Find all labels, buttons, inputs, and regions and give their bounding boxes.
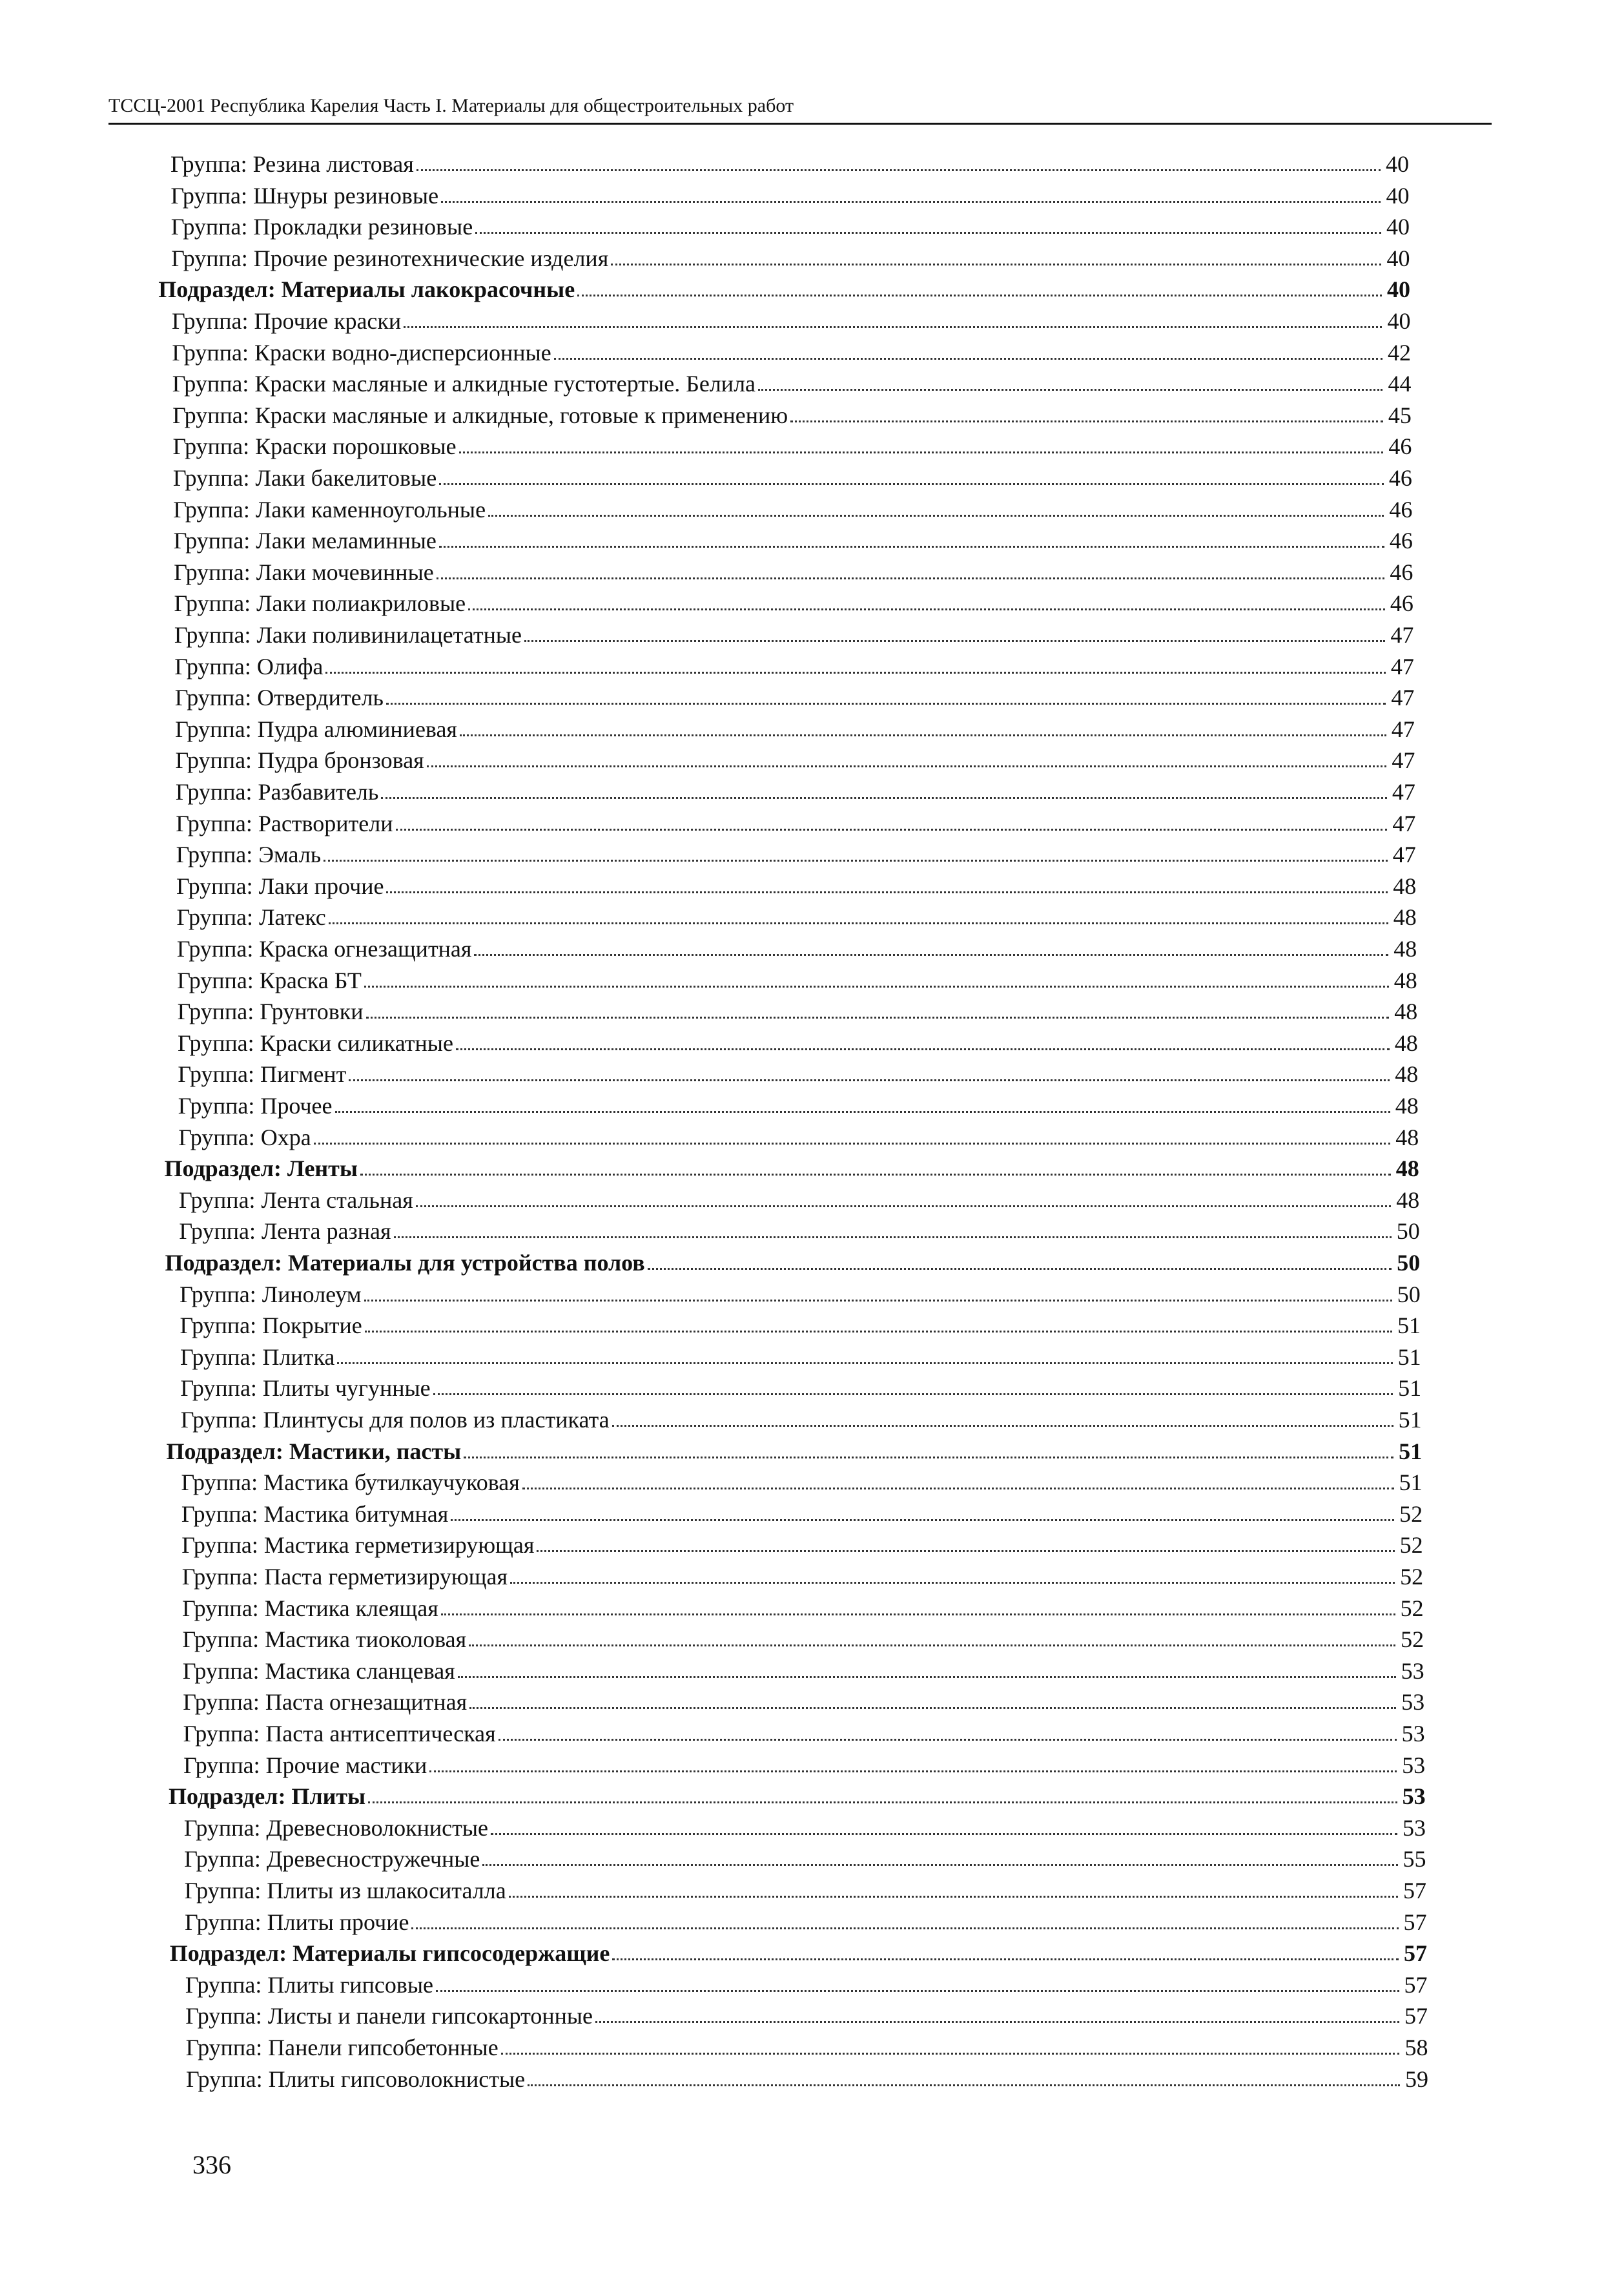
- toc-entry-label: Группа: Плиты чугунные: [180, 1375, 431, 1402]
- dot-leader: [314, 1143, 1390, 1145]
- toc-entry-label: Группа: Лаки поливинилацетатные: [174, 622, 522, 648]
- toc-section-row: [169, 1781, 1426, 1812]
- toc-entry-label: Группа: Резина листовая: [170, 151, 414, 177]
- toc-entry-page: 40: [1386, 214, 1410, 240]
- toc-entry-page: 40: [1387, 308, 1411, 334]
- toc-group-row: [181, 1530, 1423, 1561]
- dot-leader: [475, 232, 1381, 234]
- dot-leader: [790, 420, 1383, 422]
- toc-entry-page: 48: [1395, 1061, 1419, 1088]
- dot-leader: [381, 797, 1386, 799]
- running-header: ТССЦ-2001 Республика Карелия Часть I. Материалы для общестроительных работ: [108, 95, 794, 116]
- toc-entry-page: 50: [1396, 1218, 1420, 1245]
- toc-entry-page: 57: [1404, 2003, 1428, 2029]
- toc-entry-page: 46: [1389, 496, 1413, 523]
- dot-leader: [595, 2021, 1399, 2023]
- toc-group-row: [184, 1812, 1426, 1843]
- toc-entry-page: 53: [1401, 1657, 1424, 1684]
- toc-entry-page: 47: [1390, 653, 1414, 679]
- dot-leader: [325, 672, 1385, 674]
- dot-leader: [491, 1833, 1397, 1835]
- toc-entry-page: 50: [1397, 1281, 1421, 1307]
- toc-entry-label: Группа: Краски порошковые: [172, 433, 457, 460]
- toc-group-row: [183, 1718, 1425, 1749]
- toc-entry-page: 48: [1393, 967, 1417, 993]
- toc-group-row: [178, 1090, 1419, 1121]
- toc-group-row: [180, 1342, 1421, 1373]
- toc-entry-page: 51: [1398, 1407, 1422, 1433]
- toc-entry-label: Группа: Покрытие: [180, 1312, 362, 1339]
- toc-group-row: [183, 1686, 1424, 1717]
- dot-leader: [433, 1393, 1393, 1395]
- toc-group-row: [176, 776, 1415, 807]
- toc-entry-label: Подраздел: Материалы для устройства полов: [165, 1250, 645, 1276]
- toc-entry-label: Группа: Олифа: [174, 653, 324, 679]
- toc-entry-page: 48: [1395, 1156, 1419, 1182]
- dot-leader: [439, 546, 1384, 548]
- toc-entry-page: 59: [1405, 2066, 1428, 2092]
- dot-leader: [577, 295, 1382, 296]
- toc-entry-label: Группа: Плиты прочие: [185, 1909, 409, 1935]
- toc-group-row: [180, 1373, 1421, 1404]
- toc-entry-page: 46: [1390, 559, 1413, 585]
- toc-entry-label: Подраздел: Ленты: [164, 1156, 358, 1182]
- toc-group-row: [182, 1593, 1424, 1624]
- dot-leader: [469, 1644, 1395, 1646]
- toc-group-row: [179, 1185, 1419, 1216]
- toc-group-row: [179, 1216, 1419, 1247]
- toc-entry-page: 57: [1404, 1971, 1428, 1998]
- toc-group-row: [181, 1404, 1422, 1435]
- dot-leader: [441, 1613, 1395, 1615]
- toc-entry-label: Группа: Линолеум: [180, 1281, 362, 1307]
- dot-leader: [469, 1707, 1396, 1709]
- toc-group-row: [173, 462, 1412, 493]
- toc-entry-page: 57: [1404, 1940, 1428, 1967]
- dot-leader: [394, 1236, 1392, 1238]
- toc-group-row: [176, 839, 1416, 870]
- toc-entry-label: Группа: Краски масляные и алкидные густотертые. Белила: [172, 371, 756, 397]
- toc-entry-label: Группа: Пудра бронзовая: [175, 747, 424, 774]
- toc-group-row: [180, 1279, 1421, 1310]
- toc-entry-label: Группа: Грунтовки: [177, 999, 364, 1025]
- dot-leader: [451, 1519, 1394, 1521]
- toc-entry-label: Группа: Мастика сланцевая: [182, 1657, 455, 1684]
- toc-entry-label: Группа: Плитка: [180, 1343, 335, 1370]
- toc-group-row: [170, 149, 1409, 180]
- toc-entry-page: 46: [1388, 433, 1412, 460]
- dot-leader: [458, 1676, 1396, 1678]
- toc-entry-page: 52: [1399, 1532, 1423, 1559]
- toc-group-row: [174, 619, 1413, 650]
- toc-group-row: [177, 965, 1417, 996]
- dot-leader: [441, 201, 1381, 203]
- toc-entry-page: 47: [1392, 842, 1416, 868]
- toc-entry-label: Группа: Лаки мочевинные: [174, 559, 434, 585]
- toc-entry-label: Группа: Охра: [178, 1124, 311, 1150]
- toc-entry-label: Группа: Паста огнезащитная: [183, 1689, 468, 1716]
- toc-entry-label: Группа: Листы и панели гипсокартонные: [185, 2003, 593, 2029]
- toc-entry-page: 48: [1396, 1187, 1420, 1213]
- toc-entry-label: Группа: Шнуры резиновые: [170, 182, 439, 209]
- toc-group-row: [177, 933, 1417, 964]
- dot-leader: [364, 986, 1389, 988]
- toc-entry-label: Группа: Лента разная: [179, 1218, 391, 1245]
- toc-entry-page: 48: [1393, 936, 1417, 962]
- toc-entry-page: 47: [1391, 685, 1415, 711]
- toc-entry-page: 52: [1399, 1500, 1423, 1527]
- toc-group-row: [181, 1467, 1423, 1498]
- toc-entry-page: 48: [1395, 1093, 1419, 1119]
- toc-group-row: [176, 871, 1416, 902]
- toc-entry-label: Группа: Паста антисептическая: [183, 1721, 496, 1747]
- toc-entry-page: 57: [1403, 1878, 1427, 1903]
- toc-entry-page: 52: [1401, 1626, 1424, 1653]
- toc-group-row: [185, 1969, 1428, 2000]
- dot-leader: [482, 1864, 1397, 1866]
- toc-entry-page: 47: [1392, 747, 1415, 774]
- toc-entry-label: Группа: Мастика битумная: [181, 1500, 449, 1527]
- toc-entry-label: Группа: Разбавитель: [175, 779, 379, 805]
- toc-entry-page: 40: [1386, 151, 1409, 177]
- dot-leader: [554, 358, 1382, 360]
- toc-group-row: [183, 1655, 1424, 1686]
- toc-group-row: [174, 588, 1413, 619]
- dot-leader: [501, 2053, 1400, 2055]
- dot-leader: [437, 577, 1385, 579]
- toc-entry-page: 40: [1386, 245, 1410, 271]
- toc-entry-page: 55: [1403, 1846, 1426, 1872]
- dot-leader: [488, 515, 1384, 517]
- toc-entry-label: Группа: Краска БТ: [177, 967, 362, 993]
- toc-group-row: [185, 2000, 1428, 2031]
- toc-group-row: [184, 1843, 1426, 1874]
- toc-entry-label: Группа: Пигмент: [178, 1061, 347, 1088]
- toc-group-row: [174, 557, 1413, 588]
- toc-entry-page: 42: [1387, 339, 1411, 366]
- table-of-contents: [0, 149, 1624, 2092]
- toc-entry-label: Группа: Мастика клеящая: [182, 1595, 438, 1621]
- toc-entry-label: Группа: Лаки прочие: [176, 873, 384, 899]
- toc-entry-page: 51: [1399, 1469, 1423, 1496]
- toc-entry-label: Группа: Прочие резинотехнические изделия: [171, 245, 609, 271]
- toc-entry-label: Группа: Прокладки резиновые: [170, 214, 473, 240]
- toc-entry-label: Группа: Лаки бакелитовые: [172, 465, 437, 491]
- toc-section-row: [170, 1938, 1427, 1969]
- toc-entry-label: Подраздел: Материалы гипсосодержащие: [169, 1940, 610, 1967]
- dot-leader: [396, 829, 1388, 831]
- toc-entry-page: 51: [1398, 1375, 1422, 1402]
- toc-entry-page: 51: [1397, 1343, 1421, 1370]
- toc-entry-label: Группа: Отвердитель: [174, 685, 384, 711]
- toc-entry-label: Группа: Прочие краски: [171, 308, 402, 334]
- toc-group-row: [176, 808, 1415, 839]
- toc-entry-page: 40: [1386, 276, 1410, 303]
- toc-group-row: [172, 368, 1412, 399]
- toc-entry-page: 48: [1395, 1124, 1419, 1150]
- toc-entry-page: 47: [1392, 779, 1415, 805]
- dot-leader: [524, 640, 1385, 642]
- toc-group-row: [185, 1875, 1426, 1906]
- toc-entry-page: 46: [1390, 590, 1413, 617]
- toc-group-row: [174, 525, 1413, 556]
- toc-group-row: [178, 1122, 1419, 1153]
- toc-group-row: [182, 1561, 1423, 1592]
- toc-entry-label: Группа: Латекс: [176, 904, 326, 931]
- dot-leader: [456, 1048, 1390, 1050]
- toc-entry-label: Группа: Краски масляные и алкидные, готовые к применению: [172, 402, 788, 428]
- toc-entry-label: Группа: Краска огнезащитная: [176, 936, 472, 962]
- dot-leader: [460, 734, 1386, 736]
- dot-leader: [612, 1425, 1393, 1427]
- toc-group-row: [175, 745, 1415, 776]
- toc-entry-label: Группа: Мастика герметизирующая: [181, 1532, 535, 1559]
- toc-group-row: [185, 1907, 1427, 1938]
- toc-entry-label: Группа: Краски водно-дисперсионные: [172, 339, 551, 366]
- dot-leader: [612, 1958, 1399, 1960]
- toc-group-row: [172, 400, 1412, 431]
- toc-entry-label: Группа: Лента стальная: [178, 1187, 413, 1213]
- dot-leader: [386, 703, 1386, 705]
- toc-group-row: [178, 996, 1418, 1027]
- toc-entry-page: 47: [1392, 810, 1416, 836]
- toc-group-row: [173, 431, 1412, 462]
- dot-leader: [499, 1739, 1397, 1741]
- dot-leader: [329, 922, 1388, 924]
- toc-entry-label: Группа: Пудра алюминиевая: [175, 716, 457, 742]
- dot-leader: [386, 891, 1388, 893]
- dot-leader: [510, 1582, 1395, 1584]
- toc-group-row: [175, 682, 1415, 713]
- dot-leader: [404, 326, 1382, 328]
- toc-section-row: [165, 1247, 1420, 1278]
- toc-entry-label: Группа: Лаки полиакриловые: [174, 590, 466, 617]
- toc-entry-page: 53: [1401, 1689, 1425, 1716]
- toc-entry-label: Группа: Плиты из шлакоситалла: [184, 1878, 506, 1903]
- toc-entry-page: 52: [1400, 1595, 1424, 1621]
- dot-leader: [758, 389, 1382, 391]
- toc-entry-label: Группа: Лаки меламинные: [173, 528, 437, 554]
- dot-leader: [416, 169, 1381, 171]
- toc-entry-page: 51: [1399, 1438, 1423, 1464]
- toc-entry-label: Группа: Древесноволокнистые: [183, 1814, 489, 1841]
- dot-leader: [648, 1268, 1392, 1270]
- toc-entry-label: Группа: Мастика тиоколовая: [182, 1626, 467, 1653]
- toc-section-row: [158, 274, 1410, 305]
- dot-leader: [459, 451, 1384, 453]
- toc-entry-label: Группа: Плинтусы для полов из пластиката: [180, 1407, 610, 1433]
- toc-entry-label: Подраздел: Материалы лакокрасочные: [158, 276, 575, 303]
- toc-section-row: [164, 1153, 1419, 1184]
- toc-entry-page: 53: [1401, 1721, 1425, 1747]
- toc-entry-label: Группа: Паста герметизирующая: [181, 1564, 508, 1590]
- toc-entry-page: 51: [1397, 1312, 1421, 1339]
- toc-entry-page: 48: [1394, 999, 1418, 1025]
- toc-entry-page: 58: [1404, 2035, 1428, 2060]
- toc-group-row: [178, 1059, 1418, 1090]
- page-number: 336: [192, 2150, 231, 2179]
- toc-entry-label: Группа: Мастика бутилкаучуковая: [181, 1469, 520, 1496]
- dot-leader: [411, 1927, 1398, 1929]
- toc-entry-label: Группа: Прочее: [178, 1093, 333, 1119]
- toc-group-row: [180, 1310, 1421, 1341]
- dot-leader: [368, 1801, 1397, 1803]
- toc-group-row: [174, 651, 1414, 682]
- toc-entry-label: Группа: Панели гипсобетонные: [185, 2035, 499, 2060]
- toc-group-row: [176, 902, 1416, 933]
- toc-entry-label: Группа: Прочие мастики: [183, 1752, 427, 1778]
- dot-leader: [537, 1550, 1394, 1552]
- toc-section-row: [166, 1436, 1422, 1467]
- dot-leader: [365, 1331, 1392, 1333]
- dot-leader: [522, 1488, 1394, 1489]
- toc-entry-page: 44: [1388, 371, 1412, 397]
- dot-leader: [349, 1079, 1390, 1081]
- dot-leader: [429, 1770, 1397, 1772]
- toc-group-row: [178, 1028, 1418, 1059]
- toc-entry-page: 40: [1386, 182, 1410, 209]
- toc-entry-label: Подраздел: Плиты: [169, 1783, 366, 1810]
- toc-group-row: [186, 2032, 1428, 2063]
- toc-group-row: [172, 306, 1410, 337]
- dot-leader: [464, 1457, 1393, 1458]
- toc-group-row: [182, 1624, 1424, 1655]
- toc-group-row: [170, 180, 1409, 211]
- toc-entry-label: Группа: Древесностружечные: [184, 1846, 480, 1872]
- toc-entry-page: 53: [1402, 1783, 1426, 1810]
- dot-leader: [366, 1017, 1390, 1019]
- toc-entry-page: 48: [1393, 904, 1417, 931]
- toc-entry-page: 53: [1403, 1814, 1426, 1841]
- dot-leader: [427, 765, 1387, 767]
- toc-group-row: [183, 1750, 1425, 1781]
- toc-group-row: [173, 494, 1412, 525]
- toc-group-row: [171, 243, 1410, 274]
- toc-group-row: [172, 337, 1411, 368]
- toc-group-row: [175, 714, 1415, 745]
- dot-leader: [468, 608, 1385, 610]
- dot-leader: [364, 1300, 1392, 1301]
- header-rule: [108, 123, 1492, 125]
- toc-entry-page: 48: [1393, 873, 1417, 899]
- toc-entry-label: Группа: Растворители: [176, 810, 393, 836]
- toc-group-row: [181, 1498, 1423, 1530]
- dot-leader: [439, 483, 1384, 485]
- toc-group-row: [171, 211, 1410, 242]
- toc-entry-page: 48: [1394, 1030, 1418, 1056]
- dot-leader: [474, 954, 1388, 956]
- toc-entry-label: Группа: Плиты гипсовые: [185, 1971, 433, 1998]
- dot-leader: [436, 1990, 1399, 1992]
- dot-leader: [337, 1362, 1392, 1364]
- toc-entry-page: 53: [1402, 1752, 1426, 1778]
- toc-entry-page: 52: [1400, 1564, 1424, 1590]
- toc-entry-page: 57: [1403, 1909, 1427, 1935]
- dot-leader: [611, 264, 1381, 265]
- dot-leader: [528, 2084, 1400, 2086]
- toc-entry-page: 46: [1389, 528, 1413, 554]
- dot-leader: [360, 1174, 1391, 1176]
- toc-entry-page: 50: [1397, 1250, 1421, 1276]
- toc-entry-page: 46: [1388, 465, 1412, 491]
- dot-leader: [335, 1111, 1390, 1113]
- toc-entry-label: Группа: Эмаль: [176, 842, 322, 868]
- dot-leader: [416, 1205, 1391, 1207]
- dot-leader: [509, 1896, 1398, 1898]
- toc-entry-label: Группа: Лаки каменноугольные: [173, 496, 486, 523]
- dot-leader: [324, 860, 1388, 862]
- toc-group-row: [186, 2064, 1428, 2095]
- toc-entry-page: 47: [1391, 716, 1415, 742]
- toc-entry-label: Подраздел: Мастики, пасты: [166, 1438, 462, 1464]
- toc-entry-page: 47: [1390, 622, 1414, 648]
- toc-entry-label: Группа: Краски силикатные: [178, 1030, 453, 1056]
- toc-entry-label: Группа: Плиты гипсоволокнистые: [186, 2066, 526, 2092]
- toc-entry-page: 45: [1388, 402, 1412, 428]
